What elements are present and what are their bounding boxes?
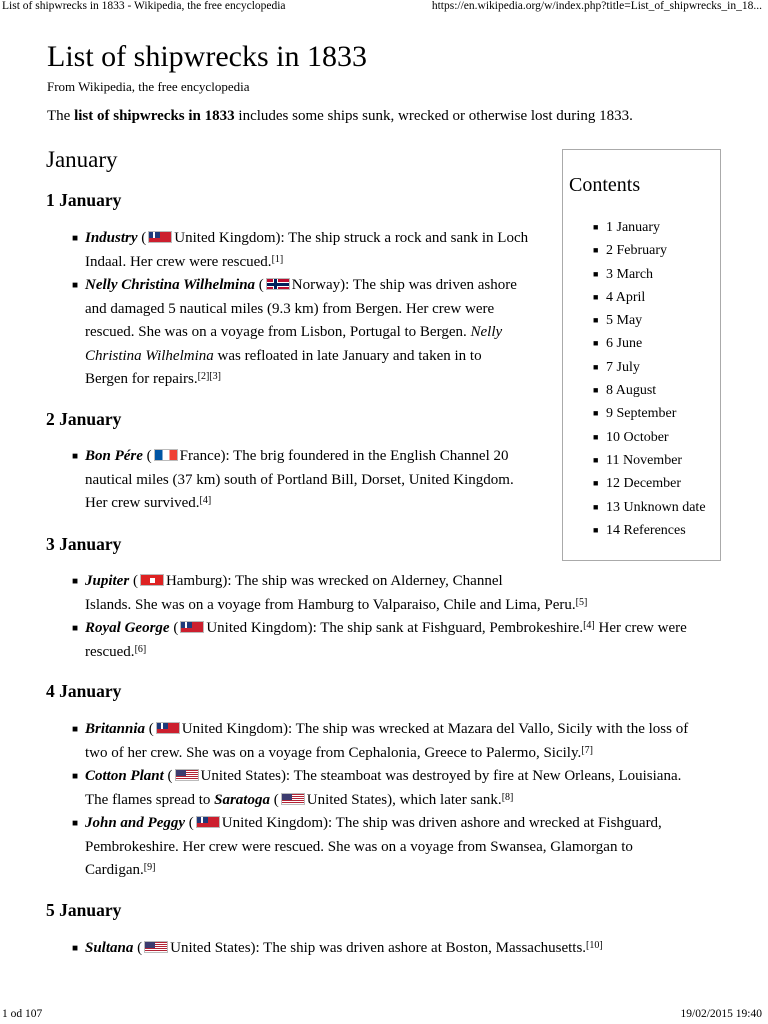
country-link[interactable]: United States — [170, 940, 251, 956]
list-item-jupiter: ■ Jupiter ( Hamburg): The ship was wrecked on Alderney, Channel Islands. She was on a voyage from Hamburg to Valparaiso, Chile and Lima, Peru.[5] — [72, 570, 712, 617]
us-flag-icon — [281, 793, 305, 805]
reference-link[interactable]: [9] — [143, 862, 156, 873]
ship-link[interactable]: Royal George — [85, 620, 170, 636]
us-flag-icon — [175, 769, 199, 781]
reference-link[interactable]: [4] — [583, 620, 595, 631]
day-heading-1-january: 1 January — [46, 190, 122, 210]
page-subtitle: From Wikipedia, the free encyclopedia — [47, 79, 250, 94]
country-link[interactable]: Hamburg — [165, 573, 223, 589]
toc-item-label[interactable]: 1 January — [606, 220, 661, 235]
reference-link[interactable]: [2][3] — [197, 371, 221, 382]
list-item-sultana: ■ Sultana ( United States): The ship was driven ashore at Boston, Massachusetts.[10] — [72, 937, 722, 961]
uk-flag-icon — [148, 231, 172, 243]
reference-link[interactable]: [7] — [581, 744, 593, 756]
bullet-icon: ■ — [593, 385, 599, 396]
country-link[interactable]: United Kingdom — [174, 230, 276, 246]
ship-link[interactable]: Sultana — [85, 940, 134, 956]
day-heading-3-january: 3 January — [46, 534, 122, 554]
toc-item-label[interactable]: 3 March — [606, 266, 654, 282]
bullet-icon: ■ — [593, 245, 599, 256]
list-item-britannia: ■ Britannia ( United Kingdom): The ship was wrecked at Mazara del Vallo, Sicily with the loss of two of her crew. She was on a voyage from Cephalonia, Greece to Palermo, Sicily.[7] — [72, 718, 722, 765]
bullet-icon: ■ — [72, 233, 79, 244]
toc-item-label[interactable]: 8 August — [606, 383, 657, 399]
day-heading-5-january: 5 January — [46, 900, 122, 920]
ship-link[interactable]: John and Peggy — [85, 815, 186, 831]
toc-item-label[interactable]: 14 References — [606, 522, 686, 538]
bullet-icon: ■ — [593, 431, 599, 442]
bullet-icon: ■ — [593, 524, 599, 535]
bullet-icon: ■ — [72, 451, 79, 462]
toc-item-label[interactable]: 2 February — [606, 243, 668, 259]
bullet-icon: ■ — [72, 771, 79, 782]
table-of-contents — [562, 149, 721, 561]
country-link[interactable]: France — [179, 448, 221, 464]
bullet-icon: ■ — [593, 315, 599, 326]
section-heading-january: January — [46, 147, 118, 172]
uk-flag-icon — [196, 816, 220, 828]
page-number: 1 od 107 — [2, 1008, 43, 1020]
uk-flag-icon — [156, 722, 180, 734]
us-flag-icon — [144, 941, 168, 953]
day-heading-2-january: 2 January — [46, 409, 122, 429]
hamburg-flag-icon — [140, 574, 164, 586]
reference-link[interactable]: [1] — [271, 253, 284, 265]
list-item-industry: ■ Industry ( United Kingdom): The ship struck a rock and sank in Loch Indaal. Her crew were rescued.[1] — [72, 227, 552, 274]
bullet-icon: ■ — [593, 291, 599, 302]
day-heading-4-january: 4 January — [46, 681, 122, 701]
reference-link[interactable]: [10] — [586, 940, 603, 951]
toc-item-label[interactable]: 12 December — [606, 476, 682, 492]
bullet-icon: ■ — [72, 724, 79, 735]
bullet-icon: ■ — [72, 818, 79, 829]
ship-link[interactable]: Bon Pére — [85, 448, 143, 464]
france-flag-icon — [154, 449, 178, 461]
toc-title: Contents — [569, 174, 641, 196]
ship-link[interactable]: Saratoga — [214, 791, 270, 808]
list-item-cotton-plant: ■ Cotton Plant ( United States): The steamboat was destroyed by fire at New Orleans, Louisiana. The flames spread to Saratoga ( United States), which later sank.[8] — [72, 765, 722, 812]
reference-link[interactable]: [8] — [501, 791, 514, 803]
country-link[interactable]: United Kingdom — [221, 815, 324, 831]
ship-link[interactable]: Industry — [85, 230, 138, 246]
bullet-icon: ■ — [72, 280, 79, 291]
country-link[interactable]: Norway — [291, 277, 341, 293]
ship-link[interactable]: Jupiter — [85, 573, 130, 589]
uk-flag-icon — [180, 621, 204, 633]
bullet-icon: ■ — [593, 222, 599, 232]
ship-link[interactable]: Britannia — [85, 721, 146, 737]
reference-link[interactable]: [6] — [134, 643, 147, 655]
country-link[interactable]: United Kingdom — [206, 620, 308, 636]
bullet-icon: ■ — [593, 454, 599, 465]
intro-paragraph: The list of shipwrecks in 1833 includes some ships sunk, wrecked or otherwise lost during 1833. — [47, 108, 633, 124]
bullet-icon: ■ — [72, 623, 79, 634]
print-header — [2, 0, 762, 14]
bullet-icon: ■ — [593, 501, 599, 512]
ship-link[interactable]: Nelly Christina Wilhelmina — [85, 277, 256, 293]
toc-item-label[interactable]: 10 October — [606, 429, 669, 445]
list-item-royal-george: ■ Royal George ( United Kingdom): The ship sank at Fishguard, Pembrokeshire.[4] Her crew were rescued.[6] — [72, 617, 712, 664]
country-link[interactable]: United States — [200, 768, 281, 784]
list-item-nelly-christina-wilhelmina: ■ Nelly Christina Wilhelmina ( Norway): The ship was driven ashore and damaged 5 nautical miles (9.3 km) from Bergen. Her crew were rescued. She was on a voyage from Lisbon, Portugal to Bergen. Nelly Christina Wilhelmina was refloated in late January and taken in to Bergen for repairs.[2][3] — [72, 274, 552, 392]
bullet-icon: ■ — [593, 408, 599, 419]
toc-item-label[interactable]: 13 Unknown date — [606, 499, 706, 515]
print-datetime: 19/02/2015 19:40 — [680, 1008, 762, 1020]
print-header-title: List of shipwrecks in 1833 - Wikipedia, the free encyclopedia — [2, 0, 286, 12]
country-link[interactable]: United Kingdom — [181, 721, 284, 737]
print-header-url[interactable]: https://en.wikipedia.org/w/index.php?title=List_of_shipwrecks_in_18... — [431, 0, 762, 12]
bullet-icon: ■ — [72, 576, 79, 587]
page-title: List of shipwrecks in 1833 — [47, 40, 367, 73]
bullet-icon: ■ — [72, 943, 79, 954]
bullet-icon: ■ — [593, 361, 599, 372]
bullet-icon: ■ — [593, 268, 599, 279]
list-item-john-and-peggy: ■ John and Peggy ( United Kingdom): The ship was driven ashore and wrecked at Fishguard, Pembrokeshire. Her crew were rescued. She was on a voyage from Swansea, Glamorgan to Cardigan.[9] — [72, 812, 722, 883]
toc-item-label[interactable]: 11 November — [606, 452, 683, 468]
toc-item-label[interactable]: 6 June — [606, 336, 643, 352]
toc-item-label[interactable]: 9 September — [606, 406, 677, 422]
reference-link[interactable]: [4] — [199, 495, 212, 506]
toc-item-label[interactable]: 7 July — [606, 359, 640, 375]
toc-item-label[interactable]: 5 May — [606, 313, 643, 329]
norway-flag-icon — [266, 278, 290, 290]
reference-link[interactable]: [5] — [575, 596, 588, 608]
bullet-icon: ■ — [593, 338, 599, 349]
bullet-icon: ■ — [593, 478, 599, 489]
list-item-bon-pere: ■ Bon Pére ( France): The brig foundered in the English Channel 20 nautical miles (37 km) south of Portland Bill, Dorset, United Kingdom. Her crew survived.[4] — [72, 445, 552, 516]
ship-link[interactable]: Cotton Plant — [85, 768, 164, 784]
country-link[interactable]: United States — [306, 791, 388, 808]
intro-bold-term: list of shipwrecks in 1833 — [74, 108, 235, 124]
toc-item-label[interactable]: 4 April — [606, 289, 646, 305]
